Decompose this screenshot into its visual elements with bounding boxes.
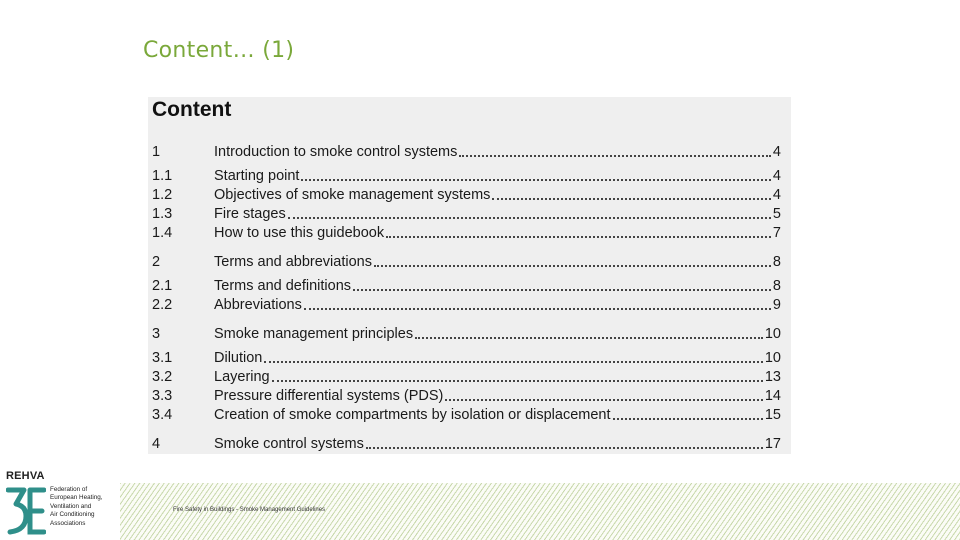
toc-entry-title: Objectives of smoke management systems [214, 187, 491, 203]
logo-tagline-line: European Heating, [50, 494, 103, 502]
toc-entry-number: 2 [152, 254, 161, 270]
toc-entry-line [214, 253, 781, 272]
toc-entry-number: 3.4 [152, 407, 173, 423]
toc-entry-title: Smoke management principles [214, 326, 414, 342]
toc-leader-dots [492, 197, 771, 200]
toc-entry [148, 167, 791, 186]
toc-entry [148, 368, 791, 387]
toc-entry [148, 296, 791, 315]
logo-tagline [50, 486, 103, 528]
toc-entry-title: Fire stages [214, 206, 286, 222]
toc-entry-number: 3.3 [152, 388, 173, 404]
toc-entry-page: 8 [772, 254, 781, 270]
toc-entry-line [214, 167, 781, 186]
toc-image [148, 97, 791, 454]
toc-leader-dots [459, 154, 771, 157]
toc-leader-dots [353, 288, 771, 291]
logo-name: REHVA [6, 470, 45, 482]
toc-entry-title: Smoke control systems [214, 436, 364, 452]
toc-entry-number: 2.2 [152, 297, 173, 313]
toc-entry [148, 224, 791, 243]
toc-entry [148, 387, 791, 406]
toc-leader-dots [272, 379, 763, 382]
slide-title: Content… (1) [143, 38, 295, 63]
toc-leader-dots [366, 446, 763, 449]
toc-entry-number: 1.3 [152, 206, 173, 222]
toc-leader-dots [445, 398, 762, 401]
toc-entry-page: 17 [764, 436, 781, 452]
toc-entry-title: Starting point [214, 168, 300, 184]
toc-entry [148, 406, 791, 425]
toc-entry [148, 277, 791, 296]
toc-leader-dots [386, 235, 771, 238]
toc-entry-line [214, 368, 781, 387]
toc-entry [148, 253, 791, 272]
toc-entry-number: 1 [152, 144, 161, 160]
logo-tagline-line: Air Conditioning [50, 511, 95, 519]
toc-entry-line [214, 435, 781, 454]
toc-entry-line [214, 406, 781, 425]
toc-entry-title: Pressure differential systems (PDS) [214, 388, 444, 404]
toc-entry-line [214, 277, 781, 296]
toc-entry-line [214, 224, 781, 243]
toc-entry-title: Terms and abbreviations [214, 254, 372, 270]
toc-entry-title: Dilution [214, 350, 263, 366]
toc-entry-number: 1.2 [152, 187, 173, 203]
toc-entry-line [214, 186, 781, 205]
toc-entry-page: 4 [772, 168, 781, 184]
toc-entry [148, 349, 791, 368]
toc-entry-number: 1.1 [152, 168, 173, 184]
toc-entry-line [214, 387, 781, 406]
toc-entry-number: 3.1 [152, 350, 173, 366]
toc-leader-dots [304, 307, 771, 310]
toc-entry [148, 325, 791, 344]
toc-entry-page: 13 [764, 369, 781, 385]
toc-leader-dots [613, 417, 763, 420]
rehva-logo-icon [6, 486, 46, 536]
logo-tagline-line: Associations [50, 519, 86, 527]
toc-entry-number: 3 [152, 326, 161, 342]
toc-entry-page: 7 [772, 225, 781, 241]
toc-leader-dots [288, 216, 771, 219]
toc-entry-title: Creation of smoke compartments by isolation or displacement [214, 407, 611, 423]
toc-entry-page: 8 [772, 278, 781, 294]
toc-heading: Content [152, 98, 232, 121]
footer-text: Fire Safety in Buildings - Smoke Management Guidelines [173, 507, 326, 513]
toc-entry [148, 186, 791, 205]
toc-leader-dots [264, 360, 763, 363]
toc-entry-line [214, 205, 781, 224]
toc-entry-title: Abbreviations [214, 297, 302, 313]
toc-entry-page: 4 [772, 144, 781, 160]
toc-entry [148, 205, 791, 224]
logo-tagline-line: Federation of [50, 486, 88, 493]
toc-entry-title: Terms and definitions [214, 278, 352, 294]
toc-entry-number: 2.1 [152, 278, 173, 294]
toc-entry-title: Introduction to smoke control systems [214, 144, 458, 160]
toc-entry-page: 14 [764, 388, 781, 404]
toc-entry [148, 143, 791, 162]
toc-entry-line [214, 325, 781, 344]
toc-entry-line [214, 143, 781, 162]
rehva-logo [6, 470, 118, 536]
toc-entry-number: 4 [152, 436, 161, 452]
toc-entry-page: 9 [772, 297, 781, 313]
toc-entry-page: 15 [764, 407, 781, 423]
toc-entry-number: 1.4 [152, 225, 173, 241]
toc-leader-dots [374, 264, 771, 267]
toc-entry-number: 3.2 [152, 369, 173, 385]
toc-entry-page: 10 [764, 350, 781, 366]
logo-tagline-line: Ventilation and [50, 502, 92, 510]
toc-entry-line [214, 349, 781, 368]
toc-leader-dots [415, 336, 763, 339]
toc-leader-dots [301, 178, 770, 181]
toc-entry-page: 10 [764, 326, 781, 342]
toc-entry-page: 4 [772, 187, 781, 203]
toc-entry-title: How to use this guidebook [214, 225, 385, 241]
toc-entry [148, 435, 791, 454]
toc-entry-line [214, 296, 781, 315]
toc-entry-page: 5 [772, 206, 781, 222]
toc-entry-title: Layering [214, 369, 270, 385]
